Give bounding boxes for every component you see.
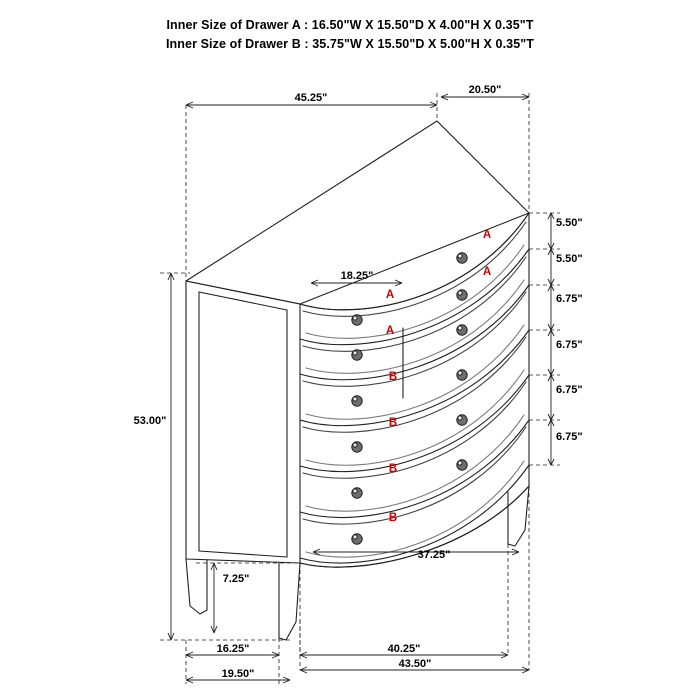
dim-right-stack-1: 5.50" (556, 253, 583, 265)
dim-leg-height: 7.25" (222, 573, 250, 585)
drawer-letter-front-5: B (388, 512, 398, 524)
drawer-letter-side-1: A (482, 266, 492, 278)
dim-right-stack-2: 6.75" (556, 293, 583, 305)
drawer-letter-front-1: A (385, 325, 395, 337)
back-left-leg (186, 559, 207, 614)
extension-lines (160, 93, 560, 684)
front-right-leg (508, 486, 529, 546)
dim-overall-height: 53.00" (133, 415, 167, 427)
dimension-lines (168, 94, 554, 683)
drawer-letter-side-0: A (482, 229, 492, 241)
dim-outer-front-width: 43.50" (398, 658, 432, 670)
dim-right-stack-5: 6.75" (556, 431, 583, 443)
drawer-letter-front-3: B (388, 417, 398, 429)
drawer-letter-front-0: A (385, 289, 395, 301)
divider-row4 (300, 375, 529, 472)
dim-drawer-small-width: 18.25" (340, 270, 374, 282)
drawer-b-inner-size-label: Inner Size of Drawer B : 35.75"W X 15.50"D X 5.00"H X 0.35"T (165, 37, 535, 51)
drawer-a-inner-size-label: Inner Size of Drawer A : 16.50"W X 15.50"D X 4.00"H X 0.35"T (166, 18, 534, 32)
dim-top-width-side: 20.50" (468, 84, 502, 96)
dim-right-stack-0: 5.50" (556, 217, 583, 229)
dim-top-width-front: 45.25" (294, 92, 328, 104)
front-left-leg (279, 563, 300, 640)
divider-row6 (300, 465, 529, 563)
dim-base-side-width: 16.25" (216, 643, 250, 655)
dim-base-front-width: 40.25" (387, 643, 421, 655)
drawer-letter-front-4: B (388, 463, 398, 475)
dim-front-bottom-width: 37.25" (417, 549, 451, 561)
drawer-letter-front-2: B (388, 371, 398, 383)
dim-outer-side-width: 19.50" (221, 668, 255, 680)
dim-right-stack-4: 6.75" (556, 384, 583, 396)
dim-right-stack-3: 6.75" (556, 339, 583, 351)
divider-row1 (300, 249, 529, 345)
cabinet-side-bottom-edge (186, 559, 300, 563)
